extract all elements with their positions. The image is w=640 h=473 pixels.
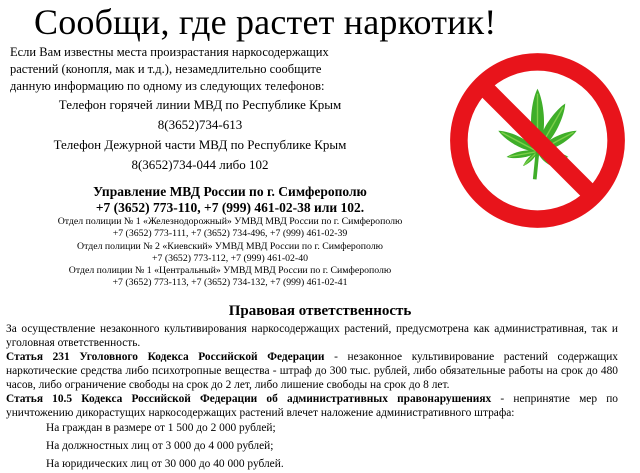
article-10-5-text: - непринятие мер по уничтожению дикорастущих наркосодержащих растений влечет наложение административного штрафа: — [6, 393, 619, 419]
department-phones: +7 (3652) 773-111, +7 (3652) 734-496, +7 (999) 461-02-39 — [112, 228, 348, 240]
duty-number: 8(3652)734-044 либо 102 — [131, 157, 269, 172]
liability-intro: За осуществление незаконного культивирования наркосодержащих растений, предусмотрена как административная, так и уголовная ответственность. — [6, 323, 618, 349]
department-phones: +7 (3652) 773-113, +7 (3652) 734-132, +7 (999) 461-02-41 — [112, 277, 348, 289]
fine-officials: На должностных лиц от 3 000 до 4 000 рублей; — [46, 440, 274, 452]
article-231-title: Статья 231 Уголовного Кодекса Российской Федерации — [6, 351, 325, 363]
fines-list — [46, 419, 284, 473]
umvd-phones: +7 (3652) 773-110, +7 (999) 461-02-38 или 102. — [95, 200, 365, 215]
fine-legal-entities: На юридических лиц от 30 000 до 40 000 рублей. — [46, 458, 284, 470]
liability-title: Правовая ответственность — [228, 303, 412, 319]
umvd-name: Управление МВД России по г. Симферополю — [93, 184, 367, 199]
department-phones: +7 (3652) 773-112, +7 (999) 461-02-40 — [152, 252, 308, 264]
department-name: Отдел полиции № 1 «Центральный» УМВД МВД России по г. Симферополю — [68, 265, 392, 277]
department-name: Отдел полиции № 2 «Киевский» УМВД МВД России по г. Симферополю — [77, 240, 383, 252]
fine-citizens: На граждан в размере от 1 500 до 2 000 рублей; — [46, 422, 276, 434]
intro-text: Если Вам известны места произрастания наркосодержащих растений (конопля, мак и т.д.), незамедлительно сообщите данную информацию по одному из следующих телефонов: — [10, 45, 329, 93]
article-10-5-title: Статья 10.5 Кодекса Российской Федерации об административных правонарушениях — [6, 393, 492, 405]
umvd-contacts — [10, 184, 450, 290]
article-231-text: - незаконное культивирование растений содержащих наркотические средства либо психотропные вещества - штраф до 300 тыс. рублей, либо обязательные работы на срок до 480 часов, либо ограничение свободы на срок до 2 лет, либо лишение свободы на срок до 8 лет. — [6, 351, 618, 391]
article-10-5 — [6, 392, 618, 420]
page-title: Сообщи, где растет наркотик! — [34, 2, 497, 42]
duty-label: Телефон Дежурной части МВД по Республике Крым — [53, 137, 347, 152]
liability-text — [6, 322, 618, 420]
hotline-label: Телефон горячей линии МВД по Республике Крым — [58, 97, 342, 112]
hotline-phones — [10, 95, 390, 175]
no-cannabis-icon — [445, 48, 630, 233]
hotline-number: 8(3652)734-613 — [157, 117, 243, 132]
article-231 — [6, 350, 618, 392]
department-name: Отдел полиции № 1 «Железнодорожный» УМВД МВД России по г. Симферополю — [57, 216, 403, 227]
